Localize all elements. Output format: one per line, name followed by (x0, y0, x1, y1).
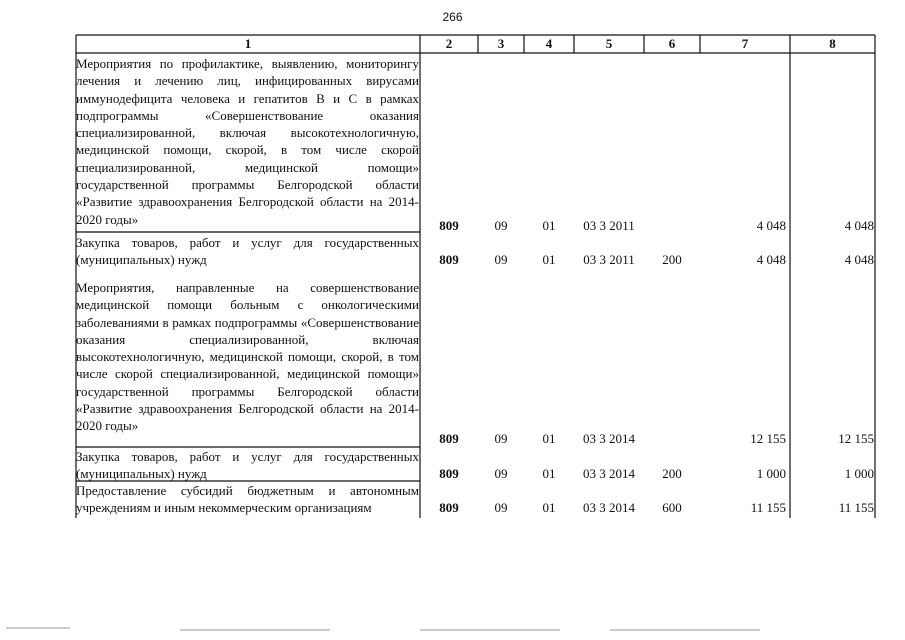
row-2-col-3: 09 (494, 252, 508, 267)
header-col-5: 5 (605, 36, 613, 51)
row-1-col-5: 03 3 2011 (583, 218, 635, 233)
row-3-description: Мероприятия, направленные на совершенствование медицинской помощи больным с онкологическими заболеваниями в рамках подпрограммы «Совершенствование оказания специализированной, включая высокотехнологичную, медицинской помощи, скорой, в том числе скорой специализированной, медицинской помощи» государственной программы Белгородской области «Развитие здравоохранения Белгородской области на 2014-2020 годы» (76, 280, 419, 434)
row-4-col-8: 1 000 (844, 466, 874, 481)
header-col-7: 7 (741, 36, 749, 51)
row-5-col-2: 809 (439, 500, 459, 515)
row-4-col-7: 1 000 (756, 466, 786, 481)
row-2-description: Закупка товаров, работ и услуг для государственных (муниципальных) нужд (76, 235, 419, 268)
header-col-3: 3 (497, 36, 505, 51)
row-5-col-5: 03 3 2014 (583, 500, 635, 515)
row-4-col-6: 200 (662, 466, 682, 481)
row-4-col-5: 03 3 2014 (583, 466, 635, 481)
row-5-col-7: 11 155 (750, 500, 786, 515)
header-col-4: 4 (545, 36, 553, 51)
row-1-col-2: 809 (439, 218, 459, 233)
row-4-col-4: 01 (542, 466, 556, 481)
row-1-col-4: 01 (542, 218, 556, 233)
row-4-col-3: 09 (494, 466, 508, 481)
row-1-col-8: 4 048 (844, 218, 874, 233)
header-col-8: 8 (829, 36, 836, 51)
row-3-col-8: 12 155 (838, 431, 874, 446)
row-2-col-8: 4 048 (844, 252, 874, 267)
row-4-description: Закупка товаров, работ и услуг для государственных (муниципальных) нужд (76, 449, 419, 482)
row-3-col-7: 12 155 (750, 431, 786, 446)
row-3-col-5: 03 3 2014 (583, 431, 635, 446)
row-5-col-3: 09 (494, 500, 508, 515)
row-4-col-2: 809 (439, 466, 459, 481)
row-2-col-5: 03 3 2011 (583, 252, 635, 267)
header-col-6: 6 (668, 36, 676, 51)
row-1-description: Мероприятия по профилактике, выявлению, мониторингу лечения и лечению лиц, инфицированных вирусами иммунодефицита человека и гепатитов В и С в рамках подпрограммы «Совершенствование оказания специализированной, включая высокотехнологичную, медицинской помощи, скорой, в том числе скорой специализированной, медицинской помощи» государственной программы Белгородской области «Развитие здравоохранения Белгородской области на 2014-2020 годы» (76, 56, 419, 227)
row-5-description: Предоставление субсидий бюджетным и автономным учреждениям и иным некоммерческим организациям (76, 483, 419, 516)
row-3-col-4: 01 (542, 431, 556, 446)
row-3-col-2: 809 (439, 431, 459, 446)
row-3-col-3: 09 (494, 431, 508, 446)
row-5-col-6: 600 (662, 500, 682, 515)
row-2-col-2: 809 (439, 252, 459, 267)
row-2-col-7: 4 048 (756, 252, 786, 267)
page-number: 266 (442, 10, 463, 24)
header-col-2: 2 (445, 36, 453, 51)
row-5-col-4: 01 (542, 500, 556, 515)
row-2-col-6: 200 (662, 252, 682, 267)
row-5-col-8: 11 155 (838, 500, 874, 515)
row-1-col-7: 4 048 (756, 218, 786, 233)
row-2-col-4: 01 (542, 252, 556, 267)
row-1-col-3: 09 (494, 218, 508, 233)
header-col-1: 1 (244, 36, 252, 51)
